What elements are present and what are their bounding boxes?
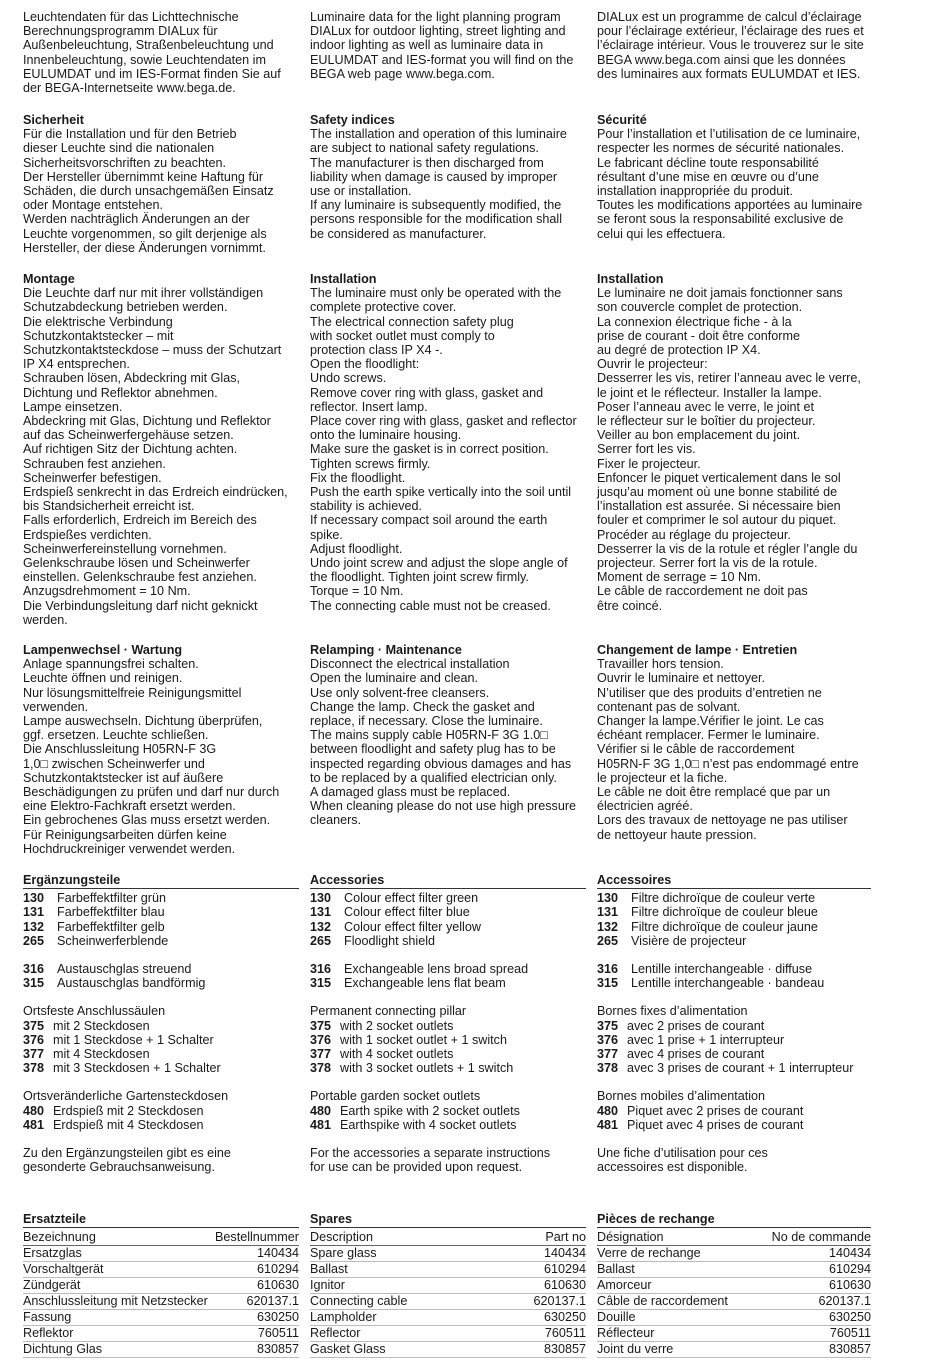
spare-part-row: [23, 1294, 299, 1310]
accessory-label: Farbeffektfilter blau: [57, 905, 165, 920]
accessory-label: mit 1 Steckdose + 1 Schalter: [53, 1032, 214, 1047]
spare-part-row: [310, 1246, 586, 1262]
accessory-number: 376: [597, 1032, 619, 1047]
installation-heading: Installation: [310, 272, 377, 286]
accessory-number: 375: [310, 1018, 332, 1033]
spare-part-row: [310, 1278, 586, 1294]
accessories-section: [597, 873, 871, 1174]
accessory-number: 316: [597, 962, 619, 977]
safety-heading: Safety indices: [310, 113, 395, 127]
spare-part-row: [597, 1262, 871, 1278]
spare-part-row: [23, 1310, 299, 1326]
spare-part-name: Joint du verre: [597, 1342, 674, 1357]
spacer: [23, 1132, 299, 1146]
accessory-item: [597, 1019, 871, 1033]
spacer: [310, 948, 586, 962]
maintenance-heading: Lampenwechsel · Wartung: [23, 643, 183, 657]
spare-part-number: 610630: [543, 1278, 586, 1293]
accessories-section: [310, 873, 586, 1174]
accessory-item: [23, 920, 299, 934]
accessory-label: Exchangeable lens broad spread: [344, 962, 529, 977]
spare-part-number: 140434: [828, 1246, 871, 1261]
spare-part-row: [597, 1342, 871, 1358]
intro-text: Leuchtendaten für das Lichttechnische Berechnungsprogramm DIALux für Außenbeleuchtung, Straßenbeleuchtung und Innenbeleuchtung, sowie Leuchtendaten im EULUMDAT und im IES-Format finden Sie auf der BEGA-Internetseite www.bega.de.: [23, 10, 281, 96]
spare-part-number: 140434: [256, 1246, 299, 1261]
column-header-description: Bezeichnung: [23, 1230, 96, 1245]
accessory-label: Piquet avec 2 prises de courant: [627, 1103, 804, 1118]
accessory-label: with 4 socket outlets: [340, 1047, 454, 1062]
spare-part-row: [23, 1326, 299, 1342]
installation-text: The luminaire must only be operated with the complete protective cover. The electrical connection safety plug with socket outlet must comply to protection class IP X4 -. Open the floodlight: Undo screws. Remove cover ring with glass, gasket and reflector. Insert lamp. Place cover ring with glass, gasket and reflector onto the luminaire housing. Make sure the gasket is in correct position. Tighten screws firmly. Fix the floodlight. Push the earth spike vertically into the soil until stability is achieved. If necessary compact soil around the earth spike. Adjust floodlight. Undo joint screw and adjust the slope angle of the floodlight. Tighten joint screw firmly. Torque = 10 Nm. The connecting cable must not be creased.: [310, 286, 577, 613]
spare-part-row: [597, 1246, 871, 1262]
accessory-item: [597, 1118, 871, 1132]
spare-part-name: Ersatzglas: [23, 1246, 82, 1261]
spare-part-name: Reflektor: [23, 1326, 74, 1341]
spacer: [597, 948, 871, 962]
column-header-part-number: Bestellnummer: [215, 1230, 299, 1245]
pillar-heading: Ortsfeste Anschlussäulen: [23, 1004, 166, 1019]
spare-part-name: Connecting cable: [310, 1294, 408, 1309]
accessory-label: mit 3 Steckdosen + 1 Schalter: [53, 1061, 221, 1076]
spare-parts-section: [597, 1212, 871, 1358]
installation-text: Le luminaire ne doit jamais fonctionner sans son couvercle complet de protection. La connexion électrique fiche - à la prise de courant - doit être conforme au degré de protection IP X4. Ouvrir le projecteur: Desserrer les vis, retirer l’anneau avec le verre, le joint et le réflecteur. Installer la lampe. Poser l’anneau avec le verre, le joint et le réflecteur sur le boîtier du projecteur. Veiller au bon emplacement du joint. Serrer fort les vis. Fixer le projecteur. Enfoncer le piquet verticalement dans le sol jusqu’au moment où une bonne stabilité de l’installation est assurée. Si nécessaire bien fouler et comprimer le sol autour du piquet. Procéder au réglage du projecteur. Desserrer la vis de la rotule et régler l’angle du projecteur. Serrer fort la vis de la rotule. Moment de serrage = 10 Nm. Le câble de raccordement ne doit pas être coincé.: [597, 286, 861, 613]
installation-heading: Montage: [23, 272, 75, 286]
spare-part-row: [597, 1326, 871, 1342]
installation-section: [23, 272, 299, 627]
spare-part-number: 610630: [828, 1278, 871, 1293]
accessory-number: 376: [23, 1032, 45, 1047]
accessory-number: 480: [310, 1103, 332, 1118]
spare-part-name: Dichtung Glas: [23, 1342, 103, 1357]
spare-parts-header-row: [597, 1230, 871, 1246]
accessory-label: with 3 socket outlets + 1 switch: [340, 1061, 514, 1076]
accessory-label: Exchangeable lens flat beam: [344, 976, 506, 991]
accessory-item: [23, 1104, 299, 1118]
spare-parts-heading: Ersatzteile: [23, 1212, 299, 1228]
accessory-label: Erdspieß mit 2 Steckdosen: [53, 1103, 204, 1118]
accessory-number: 131: [597, 905, 619, 920]
accessory-item: [597, 920, 871, 934]
accessory-label: Lentille interchangeable · diffuse: [631, 962, 813, 977]
accessory-label: Austauschglas bandförmig: [57, 976, 206, 991]
accessory-item: [597, 976, 871, 990]
accessory-item: [23, 1033, 299, 1047]
accessory-item: [310, 1118, 586, 1132]
accessories-section: [23, 873, 299, 1174]
spare-part-name: Verre de rechange: [597, 1246, 701, 1261]
accessory-label: mit 2 Steckdosen: [53, 1018, 150, 1033]
maintenance-heading: Changement de lampe · Entretien: [597, 643, 798, 657]
installation-text: Die Leuchte darf nur mit ihrer vollständigen Schutzabdeckung betrieben werden. Die elektrische Verbindung Schutzkontaktstecker – mit Schutzkontaktsteckdose – muss der Schutzart IP X4 entsprechen. Schrauben lösen, Abdeckring mit Glas, Dichtung und Reflektor abnehmen. Lampe einsetzen. Abdeckring mit Glas, Dichtung und Reflektor auf das Scheinwerfergehäuse setzen. Auf richtigen Sitz der Dichtung achten. Schrauben fest anziehen. Scheinwerfer befestigen. Erdspieß senkrecht in das Erdreich eindrücken, bis Standsicherheit erreicht ist. Falls erforderlich, Erdreich im Bereich des Erdspießes verdichten. Scheinwerfereinstellung vornehmen. Gelenkschraube lösen und Scheinwerfer einstellen. Gelenkschraube fest anziehen. Anzugsdrehmoment = 10 Nm. Die Verbindungsleitung darf nicht geknickt werden.: [23, 286, 288, 627]
accessory-item: [23, 1047, 299, 1061]
accessory-label: with 2 socket outlets: [340, 1018, 454, 1033]
accessory-number: 131: [23, 905, 45, 920]
accessory-item: [310, 1019, 586, 1033]
accessories-heading: Accessories: [310, 873, 586, 889]
safety-heading: Sicherheit: [23, 113, 84, 127]
spacer: [310, 1075, 586, 1089]
accessory-number: 265: [310, 933, 332, 948]
spare-part-name: Ballast: [310, 1262, 348, 1277]
spacer: [23, 948, 299, 962]
spare-part-row: [310, 1310, 586, 1326]
accessory-label: mit 4 Steckdosen: [53, 1047, 150, 1062]
accessory-number: 481: [597, 1117, 619, 1132]
accessory-number: 315: [23, 976, 45, 991]
spare-part-number: 610294: [543, 1262, 586, 1277]
spare-parts-header-row: [23, 1230, 299, 1246]
accessory-item: [597, 1047, 871, 1061]
column-header-description: Désignation: [597, 1230, 664, 1245]
accessory-item: [23, 1019, 299, 1033]
accessory-item: [310, 1104, 586, 1118]
accessory-number: 376: [310, 1032, 332, 1047]
accessory-label: Filtre dichroïque de couleur jaune: [631, 919, 818, 934]
column-header-description: Description: [310, 1230, 373, 1245]
spare-part-name: Zündgerät: [23, 1278, 81, 1293]
accessory-label: Erdspieß mit 4 Steckdosen: [53, 1117, 204, 1132]
accessory-item: [310, 962, 586, 976]
accessory-number: 132: [23, 919, 45, 934]
spare-part-row: [310, 1262, 586, 1278]
accessory-item: [23, 891, 299, 905]
spare-part-name: Vorschaltgerät: [23, 1262, 104, 1277]
accessory-label: Floodlight shield: [344, 933, 436, 948]
maintenance-text: Anlage spannungsfrei schalten. Leuchte öffnen und reinigen. Nur lösungsmittelfreie Reinigungsmittel verwenden. Lampe auswechseln. Dichtung überprüfen, ggf. ersetzen. Leuchte schließen. Die Anschlussleitung H05RN-F 3G 1,0□ zwischen Scheinwerfer und Schutzkontaktstecker ist auf äußere Beschädigungen zu prüfen und darf nur durch eine Elektro-Fachkraft ersetzt werden. Ein gebrochenes Glas muss ersetzt werden. Für Reinigungsarbeiten dürfen keine Hochdruckreiniger verwendet werden.: [23, 657, 280, 856]
spare-part-number: 760511: [257, 1326, 299, 1341]
spacer: [597, 1132, 871, 1146]
spare-part-row: [310, 1326, 586, 1342]
accessory-item: [597, 905, 871, 919]
spare-part-row: [310, 1342, 586, 1358]
accessory-label: Colour effect filter yellow: [344, 919, 481, 934]
intro-section: [23, 10, 299, 95]
accessory-item: [310, 920, 586, 934]
maintenance-section: [310, 643, 586, 828]
garden-heading: Portable garden socket outlets: [310, 1089, 481, 1104]
spare-part-name: Lampholder: [310, 1310, 377, 1325]
accessory-item: [310, 891, 586, 905]
spare-part-number: 620137.1: [246, 1294, 299, 1309]
accessory-item: [23, 934, 299, 948]
spare-part-number: 830857: [543, 1342, 586, 1357]
safety-section: [597, 113, 871, 241]
accessory-number: 480: [23, 1103, 45, 1118]
spare-part-number: 830857: [828, 1342, 871, 1357]
spare-part-name: Fassung: [23, 1310, 72, 1325]
spare-parts-header-row: [310, 1230, 586, 1246]
maintenance-text: Travailler hors tension. Ouvrir le luminaire et nettoyer. N’utiliser que des produits d’entretien ne contenant pas de solvant. Changer la lampe.Vérifier le joint. Le cas échéant remplacer. Fermer le luminaire. Vérifier si le câble de raccordement H05RN-F 3G 1,0□ n’est pas endommagé entre le projecteur et la fiche. Le câble ne doit être remplacé que par un électricien agréé. Lors des travaux de nettoyage ne pas utiliser de nettoyeur haute pression.: [597, 657, 859, 842]
accessory-number: 481: [23, 1117, 45, 1132]
accessories-note: For the accessories a separate instructions for use can be provided upon request.: [310, 1146, 551, 1175]
accessory-label: Colour effect filter blue: [344, 905, 470, 920]
pillar-heading: Bornes fixes d’alimentation: [597, 1004, 748, 1019]
spare-part-number: 830857: [256, 1342, 299, 1357]
spare-part-number: 620137.1: [818, 1294, 871, 1309]
accessory-number: 378: [23, 1061, 45, 1076]
accessory-number: 130: [597, 891, 619, 906]
accessory-item: [597, 1033, 871, 1047]
accessory-item: [597, 1061, 871, 1075]
spare-part-name: Anschlussleitung mit Netzstecker: [23, 1294, 208, 1309]
spare-part-number: 630250: [543, 1310, 586, 1325]
accessory-item: [310, 1047, 586, 1061]
spare-part-row: [23, 1342, 299, 1358]
accessory-item: [310, 934, 586, 948]
column-header-part-number: No de commande: [771, 1230, 871, 1245]
accessory-label: avec 2 prises de courant: [627, 1018, 765, 1033]
accessory-label: Piquet avec 4 prises de courant: [627, 1117, 804, 1132]
spare-parts-heading: Spares: [310, 1212, 586, 1228]
accessory-number: 315: [310, 976, 332, 991]
installation-heading: Installation: [597, 272, 664, 286]
spare-part-row: [597, 1278, 871, 1294]
accessory-item: [597, 934, 871, 948]
intro-text: DIALux est un programme de calcul d’éclairage pour l’éclairage extérieur, l’éclairage des rues et l’éclairage intérieur. Vous le trouverez sur le site BEGA www.bega.com ainsi que les données des luminaires aux formats EULUMDAT et IES.: [597, 10, 864, 81]
spare-part-row: [310, 1294, 586, 1310]
accessory-number: 481: [310, 1117, 332, 1132]
accessories-note: Zu den Ergänzungsteilen gibt es eine gesonderte Gebrauchsanweisung.: [23, 1146, 231, 1175]
accessory-item: [597, 962, 871, 976]
installation-section: [310, 272, 586, 613]
maintenance-section: [597, 643, 871, 842]
spare-part-row: [23, 1278, 299, 1294]
spare-part-number: 760511: [829, 1326, 871, 1341]
accessory-number: 265: [597, 933, 619, 948]
safety-text: Für die Installation und für den Betrieb dieser Leuchte sind die nationalen Sicherheitsvorschriften zu beachten. Der Hersteller übernimmt keine Haftung für Schäden, die durch unsachgemäßen Einsatz oder Montage entstehen. Werden nachträglich Änderungen an der Leuchte vorgenommen, so gilt derjenige als Hersteller, der diese Änderungen vornimmt.: [23, 127, 274, 255]
column-header-part-number: Part no: [545, 1230, 586, 1245]
intro-text: Luminaire data for the light planning program DIALux for outdoor lighting, street lighting and indoor lighting as well as luminaire data in EULUMDAT and IES-format you will find on the BEGA web page www.bega.com.: [310, 10, 574, 81]
accessory-item: [597, 891, 871, 905]
spare-part-number: 610294: [828, 1262, 871, 1277]
accessory-number: 130: [310, 891, 332, 906]
accessory-number: 131: [310, 905, 332, 920]
spacer: [597, 990, 871, 1004]
spare-part-name: Réflecteur: [597, 1326, 655, 1341]
safety-text: The installation and operation of this luminaire are subject to national safety regulations. The manufacturer is then discharged from liability when damage is caused by improper use or installation. If any luminaire is subsequently modified, the persons responsible for the modification shall be considered as manufacturer.: [310, 127, 567, 241]
spare-part-name: Ignitor: [310, 1278, 346, 1293]
safety-section: [23, 113, 299, 255]
accessory-item: [310, 1033, 586, 1047]
accessory-label: Farbeffektfilter gelb: [57, 919, 165, 934]
spacer: [310, 1132, 586, 1146]
accessory-number: 377: [23, 1047, 45, 1062]
accessory-number: 316: [310, 962, 332, 977]
accessory-label: Earth spike with 2 socket outlets: [340, 1103, 520, 1118]
intro-section: [310, 10, 586, 81]
safety-section: [310, 113, 586, 241]
maintenance-heading: Relamping · Maintenance: [310, 643, 462, 657]
accessory-number: 130: [23, 891, 45, 906]
accessory-item: [23, 905, 299, 919]
spare-part-number: 630250: [256, 1310, 299, 1325]
accessory-label: Filtre dichroïque de couleur bleue: [631, 905, 818, 920]
accessory-number: 480: [597, 1103, 619, 1118]
accessory-number: 265: [23, 933, 45, 948]
accessory-label: avec 3 prises de courant + 1 interrupteur: [627, 1061, 854, 1076]
pillar-heading: Permanent connecting pillar: [310, 1004, 467, 1019]
accessory-label: Scheinwerferblende: [57, 933, 169, 948]
maintenance-section: [23, 643, 299, 856]
accessory-label: Filtre dichroïque de couleur verte: [631, 891, 816, 906]
accessory-number: 377: [310, 1047, 332, 1062]
accessory-item: [310, 905, 586, 919]
spacer: [23, 1075, 299, 1089]
spare-part-name: Amorceur: [597, 1278, 652, 1293]
accessories-heading: Ergänzungsteile: [23, 873, 299, 889]
accessory-label: with 1 socket outlet + 1 switch: [340, 1032, 507, 1047]
spare-part-number: 610630: [256, 1278, 299, 1293]
accessory-number: 375: [597, 1018, 619, 1033]
spare-part-number: 760511: [544, 1326, 586, 1341]
accessory-label: avec 1 prise + 1 interrupteur: [627, 1032, 785, 1047]
safety-heading: Sécurité: [597, 113, 647, 127]
accessory-label: Farbeffektfilter grün: [57, 891, 166, 906]
spare-part-name: Douille: [597, 1310, 636, 1325]
accessory-item: [23, 962, 299, 976]
accessory-number: 378: [597, 1061, 619, 1076]
accessory-number: 377: [597, 1047, 619, 1062]
accessory-number: 316: [23, 962, 45, 977]
accessory-label: Lentille interchangeable · bandeau: [631, 976, 825, 991]
spare-part-row: [597, 1310, 871, 1326]
spacer: [310, 990, 586, 1004]
spare-part-number: 610294: [256, 1262, 299, 1277]
spare-parts-heading: Pièces de rechange: [597, 1212, 871, 1228]
accessory-item: [597, 1104, 871, 1118]
accessory-label: Earthspike with 4 socket outlets: [340, 1117, 517, 1132]
spare-part-name: Reflector: [310, 1326, 361, 1341]
safety-text: Pour l’installation et l’utilisation de ce luminaire, respecter les normes de sécurité nationales. Le fabricant décline toute responsabilité résultant d’une mise en œuvre ou d’une installation inappropriée du produit. Toutes les modifications apportées au luminaire se feront sous la responsabilité exclusive de celui qui les effectuera.: [597, 127, 863, 241]
spare-part-name: Câble de raccordement: [597, 1294, 728, 1309]
accessory-label: Austauschglas streuend: [57, 962, 192, 977]
accessory-number: 375: [23, 1018, 45, 1033]
accessory-label: Colour effect filter green: [344, 891, 479, 906]
spacer: [23, 990, 299, 1004]
accessory-number: 315: [597, 976, 619, 991]
spare-part-number: 620137.1: [533, 1294, 586, 1309]
accessory-label: Visière de projecteur: [631, 933, 747, 948]
maintenance-text: Disconnect the electrical installation Open the luminaire and clean. Use only solvent-free cleansers. Change the lamp. Check the gasket and replace, if necessary. Close the luminaire. The mains supply cable H05RN-F 3G 1.0□ between floodlight and safety plug has to be inspected regarding obvious damages and has to be replaced by a qualified electrician only. A damaged glass must be replaced. When cleaning please do not use high pressure cleaners.: [310, 657, 577, 828]
spare-parts-section: [310, 1212, 586, 1358]
spare-part-row: [597, 1294, 871, 1310]
garden-heading: Bornes mobiles d’alimentation: [597, 1089, 766, 1104]
accessories-heading: Accessoires: [597, 873, 871, 889]
spare-part-name: Spare glass: [310, 1246, 377, 1261]
accessory-item: [310, 976, 586, 990]
accessories-note: Une fiche d’utilisation pour ces accessoires est disponible.: [597, 1146, 768, 1175]
spare-parts-section: [23, 1212, 299, 1358]
spacer: [597, 1075, 871, 1089]
accessory-item: [23, 976, 299, 990]
spare-part-number: 140434: [543, 1246, 586, 1261]
spare-part-row: [23, 1262, 299, 1278]
accessory-number: 378: [310, 1061, 332, 1076]
spare-part-name: Gasket Glass: [310, 1342, 386, 1357]
installation-section: [597, 272, 871, 613]
accessory-number: 132: [310, 919, 332, 934]
accessory-item: [23, 1061, 299, 1075]
garden-heading: Ortsveränderliche Gartensteckdosen: [23, 1089, 229, 1104]
accessory-number: 132: [597, 919, 619, 934]
spare-part-number: 630250: [828, 1310, 871, 1325]
spare-part-row: [23, 1246, 299, 1262]
intro-section: [597, 10, 871, 81]
accessory-label: avec 4 prises de courant: [627, 1047, 765, 1062]
spare-part-name: Ballast: [597, 1262, 635, 1277]
accessory-item: [23, 1118, 299, 1132]
accessory-item: [310, 1061, 586, 1075]
